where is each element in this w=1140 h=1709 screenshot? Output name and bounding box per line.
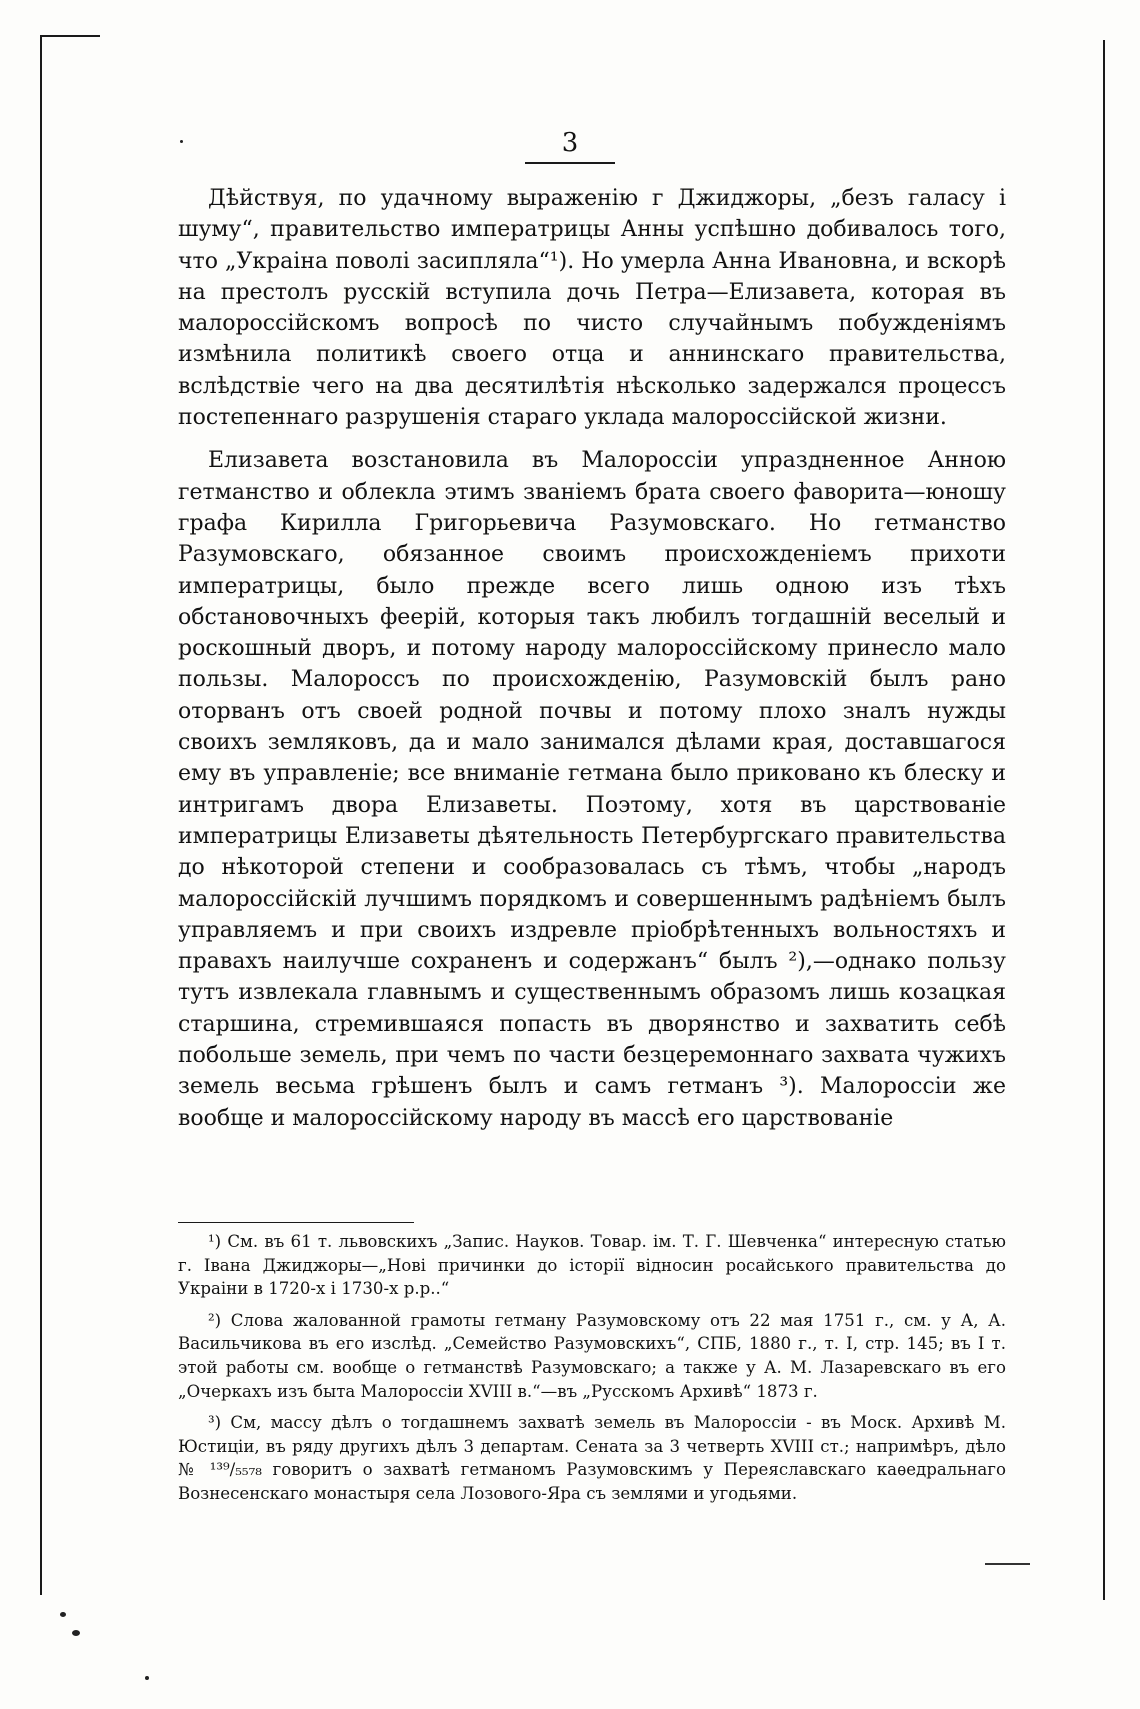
footnote-1: ¹) См. въ 61 т. львовскихъ „Запис. Науков. Товар. ім. Т. Г. Шевченка“ интересную статью г. Івана Джиджоры—„Нові причинки до історії відносин росайського правительства до Украіни в 1720-х і 1730-х р.р..“ bbox=[178, 1232, 1006, 1299]
scan-speck bbox=[60, 1612, 66, 1617]
scan-border-right bbox=[1103, 40, 1105, 1600]
footnotes bbox=[178, 1230, 1006, 1506]
footnote-3: ³) См, массу дѣлъ о тогдашнемъ захватѣ земель въ Малороссіи - въ Моск. Архивѣ М. Юстиціи, въ ряду другихъ дѣлъ 3 департам. Сената за 3 четверть XVIII ст.; напримѣръ, дѣло № ¹³⁹/₅₅₇₈ говоритъ о захватѣ гетманомъ Разумовскимъ у Переяславскаго каѳедральнаго Вознесенскаго монастыря села Лозового-Яра съ землями и угодьями. bbox=[178, 1413, 1006, 1503]
footnote-separator bbox=[178, 1222, 414, 1223]
scan-speck bbox=[72, 1630, 80, 1636]
scan-speck bbox=[145, 1676, 149, 1680]
scan-border-top bbox=[40, 35, 100, 37]
paragraph-1: Дѣйствуя, по удачному выраженію г Джиджоры, „безъ галасу і шуму“, правительство императрицы Анны успѣшно добивалось того, что „Украіна поволі засипляла“¹). Но умерла Анна Ивановна, и вскорѣ на престолъ русскій вступила дочь Петра—Елизавета, которая въ малороссійскомъ вопросѣ по чисто случайнымъ побужденіямъ измѣнила политикѣ своего отца и аннинскаго правительства, вслѣдствіе чего на два десятилѣтія нѣсколько задержался процессъ постепеннаго разрушенія стараго уклада малороссійской жизни. bbox=[178, 186, 1006, 431]
scan-border-left bbox=[40, 35, 42, 1595]
end-rule bbox=[985, 1563, 1030, 1565]
page-number-rule bbox=[525, 162, 615, 164]
main-text bbox=[178, 183, 1006, 1134]
footnote-2: ²) Слова жалованной грамоты гетману Разумовскому отъ 22 мая 1751 г., см. у А, А. Васильчикова въ его изслѣд. „Семейство Разумовскихъ“, СПБ, 1880 г., т. I, стр. 145; въ I т. этой работы см. вообще о гетманствѣ Разумовскаго; а также у А. М. Лазаревскаго въ его „Очеркахъ изъ быта Малороссіи XVIII в.“—въ „Русскомъ Архивѣ“ 1873 г. bbox=[178, 1310, 1006, 1401]
scan-speck bbox=[180, 140, 183, 143]
page-number: 3 bbox=[561, 128, 579, 158]
paragraph-2: Елизавета возстановила въ Малороссіи упраздненное Анною гетманство и облекла этимъ званіемъ брата своего фаворита—юношу графа Кирилла Григорьевича Разумовскаго. Но гетманство Разумовскаго, обязанное своимъ происхожденіемъ прихоти императрицы, было прежде всего лишь одною изъ тѣхъ обстановочныхъ феерій, которыя такъ любилъ тогдашній веселый и роскошный дворъ, и потому народу малороссійскому принесло мало пользы. Малороссъ по происхожденію, Разумовскій былъ рано оторванъ отъ своей родной почвы и потому плохо зналъ нужды своихъ земляковъ, да и мало занимался дѣлами края, доставшагося ему въ управленіе; все вниманіе гетмана было приковано къ блеску и интригамъ двора Елизаветы. Поэтому, хотя въ царствованіе императрицы Елизаветы дѣятельность Петербургскаго правительства до нѣкоторой степени и сообразовалась съ тѣмъ, чтобы „народъ малороссійскій лучшимъ порядкомъ и совершеннымъ радѣніемъ былъ управляемъ и при своихъ издревле пріобрѣтенныхъ вольностяхъ и правахъ наилучше сохраненъ и содержанъ“ былъ ²),—однако пользу тутъ извлекала главнымъ и существеннымъ образомъ лишь козацкая старшина, стремившаяся попасть въ дворянство и захватить себѣ побольше земель, при чемъ по части безцеремоннаго захвата чужихъ земель весьма грѣшенъ былъ и самъ гетманъ ³). Малороссіи же вообще и малороссійскому народу въ массѣ его царствованіе bbox=[178, 448, 1006, 1131]
